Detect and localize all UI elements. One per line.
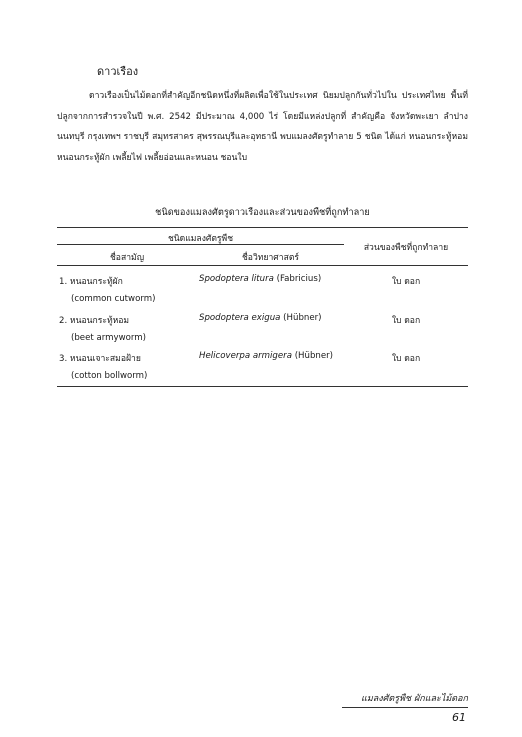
paragraph-line-4: พบแมลงศัตรูทำลาย 5 ชนิด ได้แก่ หนอนกระทู้หอม หนอนกระทู้ผัก เพลี้ยไฟ เพลี้ยอ่อนและหนอน: [57, 132, 468, 163]
row-1-damaged-part: ใบ ดอก: [391, 277, 421, 287]
row-3-damaged-part: ใบ ดอก: [391, 354, 421, 364]
paragraph-line-2: ประเทศไทย พื้นที่ปลูกจากการสำรวจในปี พ.ศ. 2542 มีประมาณ 4,000 ไร่ โดยมีแหล่งปลูกที่: [57, 91, 468, 122]
row-2-damaged-part: ใบ ดอก: [391, 316, 421, 326]
table-header-rule: [57, 265, 468, 266]
table-top-rule: [57, 227, 468, 228]
row-1-english-name: (common cutworm): [71, 294, 156, 304]
row-2-scientific-name: [199, 313, 322, 323]
row-3-scientific-name: [199, 351, 333, 361]
row-1-common-name: 1. หนอนกระทู้ผัก: [59, 277, 123, 287]
col-header-common-name: ชื่อสามัญ: [109, 253, 145, 263]
row-1-sci-author: (Fabricius): [273, 274, 322, 284]
table-bottom-rule: [57, 386, 468, 387]
row-3-english-name: (cotton bollworm): [71, 371, 148, 381]
row-1-sci-binomial: Spodoptera litura: [199, 274, 274, 284]
row-2-sci-binomial: Spodoptera exigua: [199, 313, 281, 323]
section-heading: ดาวเรือง: [97, 65, 139, 78]
footer-book-title: แมลงศัตรูพืช ผักและไม้ดอก: [361, 694, 468, 704]
table-group-header: ชนิดแมลงศัตรูพืช: [167, 234, 234, 244]
row-3-sci-author: (Hübner): [291, 351, 334, 361]
body-paragraph: [57, 86, 468, 168]
row-3-common-name: 3. หนอนเจาะสมอฝ้าย: [59, 354, 141, 364]
row-3-sci-binomial: Helicoverpa armigera: [199, 351, 292, 361]
page-number: 61: [452, 711, 466, 724]
row-1-scientific-name: [199, 274, 321, 284]
paragraph-line-5: ชอนใบ: [220, 152, 248, 163]
paragraph-line-1: ดาวเรืองเป็นไม้ดอกที่สำคัญอีกชนิดหนึ่งที่ผลิตเพื่อใช้ในประเทศ นิยมปลูกกันทั่วไปใน: [89, 91, 397, 101]
row-2-sci-author: (Hübner): [280, 313, 322, 323]
table-caption: ชนิดของแมลงศัตรูดาวเรืองและส่วนของพืชที่ถูกทำลาย: [155, 207, 370, 218]
row-2-common-name: 2. หนอนกระทู้หอม: [59, 316, 130, 326]
col-header-scientific-name: ชื่อวิทยาศาสตร์: [241, 253, 300, 263]
paragraph-line-3: สำคัญคือ จังหวัดพะเยา ลำปาง นนทบุรี กรุงเทพฯ ราชบุรี สมุทรสาคร สุพรรณบุรีและอุทธานี: [57, 111, 469, 142]
footer-rule: [342, 707, 468, 708]
col-header-damaged-part: ส่วนของพืชที่ถูกทำลาย: [363, 243, 449, 253]
row-2-english-name: (beet armyworm): [71, 333, 146, 343]
